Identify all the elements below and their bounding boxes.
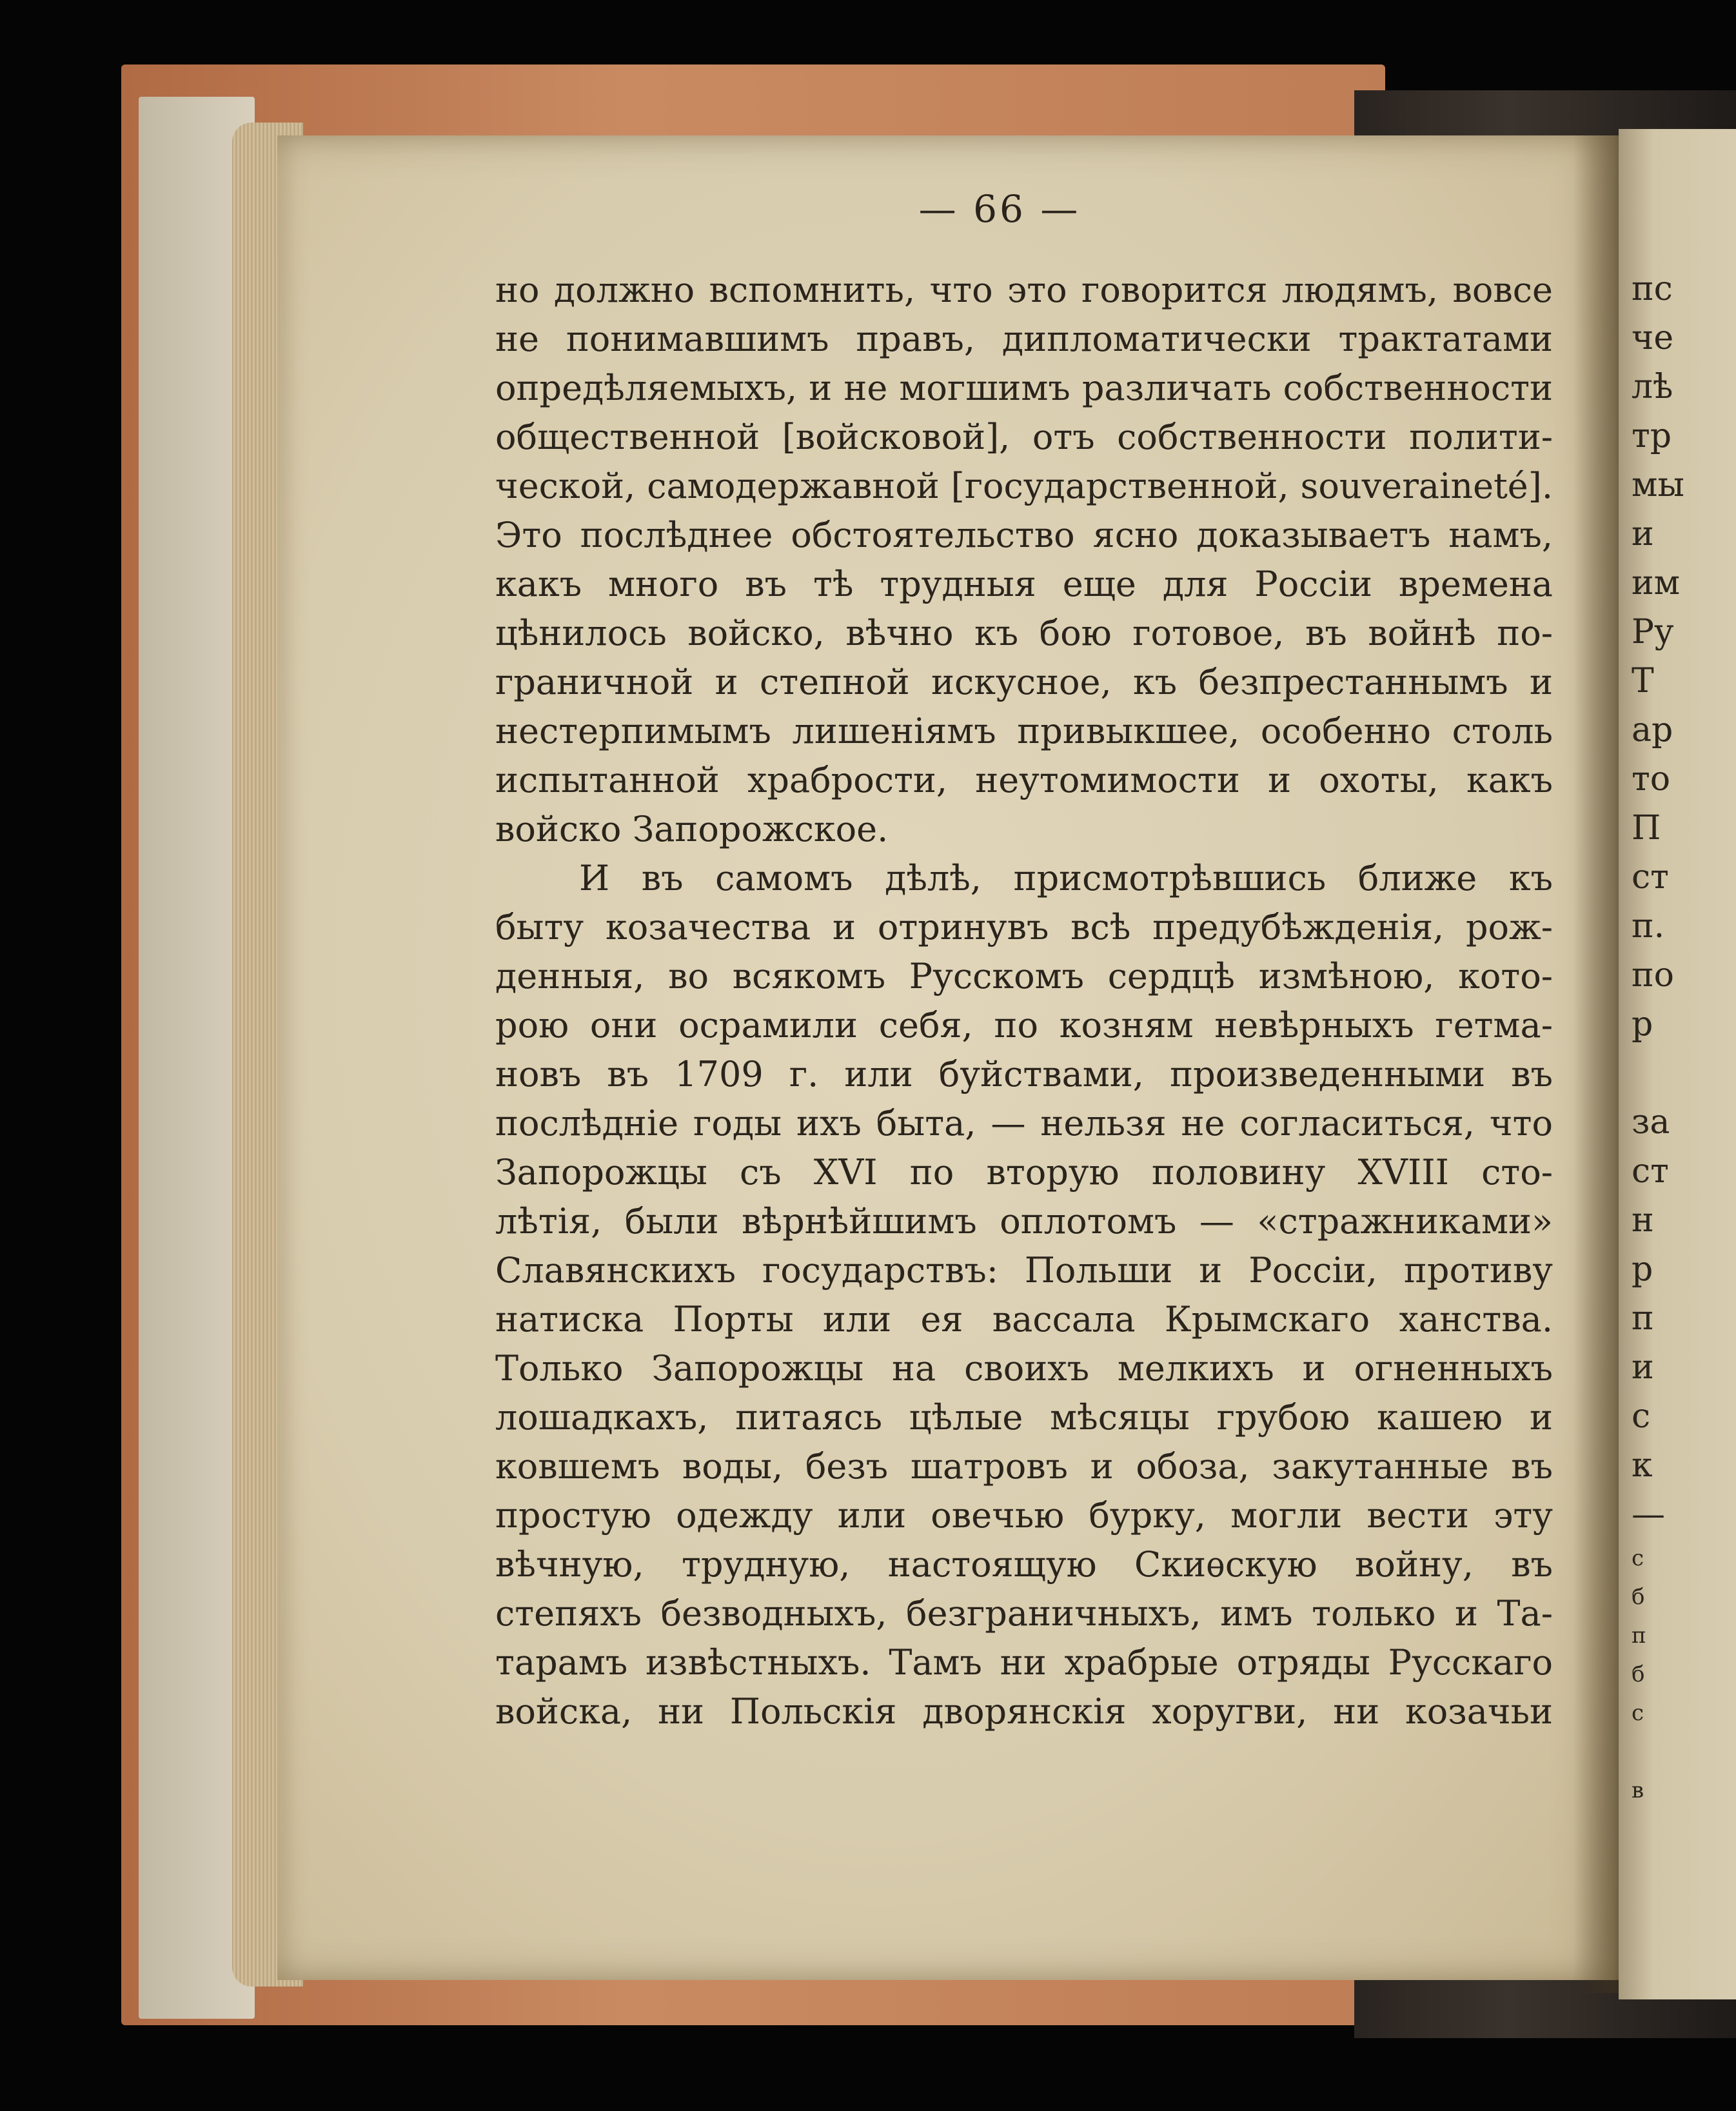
fragment: за [1632, 1103, 1670, 1142]
fragment [1632, 1049, 1735, 1098]
text-line: ческой, самодержавной [государственной, souveraineté]. [495, 466, 1553, 506]
fragment: ст [1632, 858, 1669, 897]
fragment: то [1632, 760, 1671, 798]
fragment: п [1632, 1299, 1654, 1338]
fragment: мы [1632, 466, 1684, 504]
text-line: денныя, во всякомъ Русскомъ сердцѣ измѣною, кото- [495, 956, 1553, 996]
text-line: степяхъ безводныхъ, безграничныхъ, имъ только и Та- [495, 1593, 1553, 1634]
text-line: цѣнилось войско, вѣчно къ бою готовое, въ войнѣ по- [495, 613, 1553, 653]
fragment: в [1632, 1778, 1644, 1803]
text-line: Запорожцы съ XVI по вторую половину XVIII сто- [495, 1152, 1553, 1193]
page-number: — 66 — [918, 187, 1081, 231]
fragment: ар [1632, 711, 1673, 749]
fragment: с [1632, 1545, 1644, 1571]
fragment: — [1632, 1495, 1665, 1534]
text-line: Это послѣднее обстоятельство ясно доказываетъ намъ, [495, 515, 1553, 555]
fragment [1632, 1732, 1735, 1771]
text-line: нестерпимымъ лишеніямъ привыкшее, особенно столь [495, 711, 1553, 751]
facing-page-fragments [1632, 264, 1735, 1810]
fragment: че [1632, 319, 1674, 357]
fragment: р [1632, 1005, 1653, 1044]
text-line: опредѣляемыхъ, и не могшимъ различать собственности [495, 368, 1553, 408]
fragment: пс [1632, 270, 1673, 308]
fragment: р [1632, 1250, 1653, 1289]
text-line: лѣтія, были вѣрнѣйшимъ оплотомъ — «стражниками» [495, 1201, 1553, 1242]
text-line: Только Запорожцы на своихъ мелкихъ и огненныхъ [495, 1348, 1553, 1389]
text-line: граничной и степной искусное, къ безпрестаннымъ и [495, 662, 1553, 702]
fragment: и [1632, 515, 1654, 553]
text-line: Славянскихъ государствъ: Польши и Россіи, противу [495, 1250, 1553, 1291]
text-line: быту козачества и отринувъ всѣ предубѣжденія, рож- [495, 907, 1553, 947]
text-line: общественной [войсковой], отъ собственности полити- [495, 417, 1553, 457]
text-line: послѣдніе годы ихъ быта, — нельзя не согласиться, что [495, 1103, 1553, 1144]
fragment: с [1632, 1700, 1644, 1726]
text-line: не понимавшимъ правъ, дипломатически трактатами [495, 319, 1553, 359]
text-line: но должно вспомнить, что это говорится людямъ, вовсе [495, 270, 1553, 310]
text-line: ковшемъ воды, безъ шатровъ и обоза, закутанные въ [495, 1446, 1553, 1487]
fragment: П [1632, 809, 1661, 847]
fragment: б [1632, 1584, 1645, 1610]
text-line: какъ много въ тѣ трудныя еще для Россіи времена [495, 564, 1553, 604]
page-text [495, 266, 1553, 1736]
fragment: и [1632, 1348, 1654, 1387]
text-line: лошадкахъ, питаясь цѣлые мѣсяцы грубою кашею и [495, 1397, 1553, 1438]
fragment: с [1632, 1397, 1651, 1436]
text-line: войско Запорожское. [495, 809, 889, 849]
text-line: новъ въ 1709 г. или буйствами, произведенными въ [495, 1054, 1553, 1095]
text-line: войска, ни Польскія дворянскія хоругви, ни козачьи [495, 1691, 1553, 1732]
text-line: простую одежду или овечью бурку, могли вести эту [495, 1495, 1553, 1536]
fragment: Ру [1632, 613, 1674, 651]
text-line: натиска Порты или ея вассала Крымскаго ханства. [495, 1299, 1553, 1340]
fragment: лѣ [1632, 368, 1673, 406]
fragment: ст [1632, 1152, 1669, 1191]
fragment: н [1632, 1201, 1654, 1240]
fragment: им [1632, 564, 1681, 602]
text-line: испытанной храбрости, неутомимости и охоты, какъ [495, 760, 1553, 800]
paragraph-start-line: И въ самомъ дѣлѣ, присмотрѣвшись ближе къ [579, 858, 1553, 898]
fragment: по [1632, 956, 1674, 995]
text-line: вѣчную, трудную, настоящую Скиѳскую войну, въ [495, 1544, 1553, 1585]
fragment: Т [1632, 662, 1654, 700]
text-line: рою они осрамили себя, по козням невѣрныхъ гетма- [495, 1005, 1553, 1046]
fragment: тр [1632, 417, 1672, 455]
fragment: б [1632, 1661, 1645, 1687]
fragment: к [1632, 1446, 1653, 1485]
text-line: тарамъ извѣстныхъ. Тамъ ни храбрые отряды Русскаго [495, 1642, 1553, 1683]
fragment: п [1632, 1623, 1646, 1649]
fragment: п. [1632, 907, 1665, 946]
